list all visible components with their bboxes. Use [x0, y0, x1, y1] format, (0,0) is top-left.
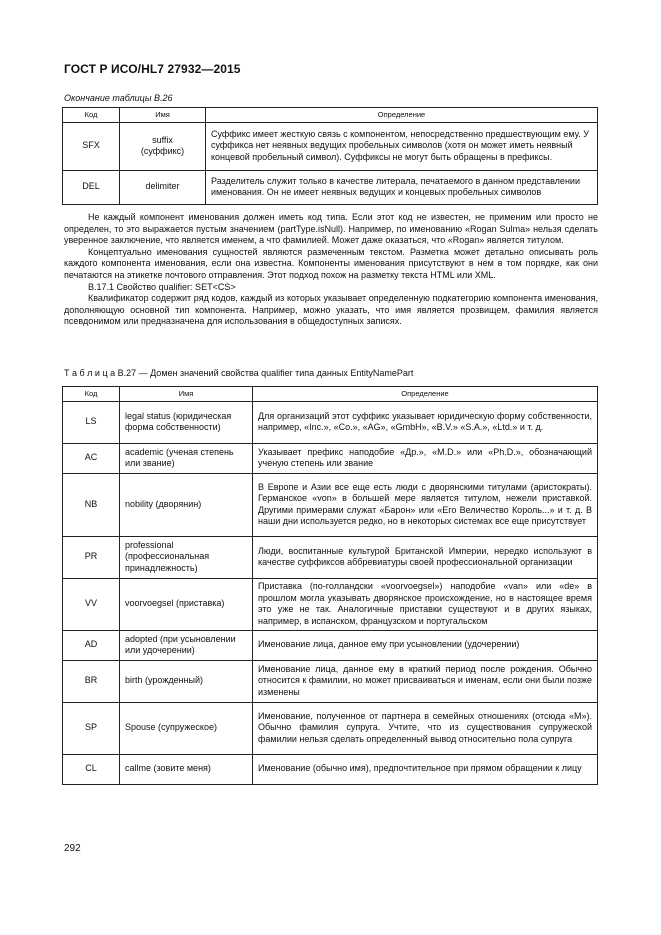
row-definition: Именование (обычно имя), предпочтительное при прямом обращении к лицу: [253, 754, 598, 784]
table-b27: [62, 386, 598, 785]
row-definition: Люди, воспитанные культурой Британской Империи, нередко используют в качестве суффиксов аббревиатуры своей профессиональной организации: [253, 536, 598, 578]
table-row: [63, 754, 598, 784]
row-code: NB: [63, 473, 120, 536]
row-name: academic (ученая степень или звание): [120, 443, 253, 473]
row-name: suffix (суффикс): [120, 122, 206, 170]
body-text: [64, 212, 598, 328]
table-row: [63, 630, 598, 660]
row-definition: Именование лица, данное ему в краткий период после рождения. Обычно относится к фамилии, но может присваиваться и именам, если они были позже изменены: [253, 660, 598, 702]
column-header-definition: Определение: [253, 387, 598, 402]
table-row: [63, 578, 598, 630]
row-code: AC: [63, 443, 120, 473]
table-row: [63, 473, 598, 536]
column-header-definition: Определение: [206, 108, 598, 123]
row-code: CL: [63, 754, 120, 784]
table-row: [63, 702, 598, 754]
row-name: adopted (при усыновлении или удочерении): [120, 630, 253, 660]
row-definition: В Европе и Азии все еще есть люди с дворянскими титулами (аристократы). Германское «von» в большей мере является титулом, нежели приставкой. Другими примерами служат «Барон» или «Его Величество Король...» и т. д. В наши дни используется редко, но в некоторых системах все еще присутствует: [253, 473, 598, 536]
row-code: VV: [63, 578, 120, 630]
column-header-name: Имя: [120, 387, 253, 402]
row-name: nobility (дворянин): [120, 473, 253, 536]
row-definition: Разделитель служит только в качестве литерала, печатаемого в данном представлении именования. Он не имеет неявных ведущих и концевых пробельных символов: [206, 170, 598, 204]
table-row: [63, 660, 598, 702]
row-code: PR: [63, 536, 120, 578]
table-row: [63, 443, 598, 473]
table-header-row: [63, 387, 598, 402]
row-name: Spouse (супружеское): [120, 702, 253, 754]
table-row: [63, 536, 598, 578]
table-b26-caption: Окончание таблицы В.26: [64, 93, 173, 103]
column-header-code: Код: [63, 108, 120, 123]
row-definition: Именование лица, данное ему при усыновлении (удочерении): [253, 630, 598, 660]
row-code: AD: [63, 630, 120, 660]
section-heading: B.17.1 Свойство qualifier: SET<CS>: [88, 281, 236, 292]
row-code: LS: [63, 401, 120, 443]
row-name: callme (зовите меня): [120, 754, 253, 784]
paragraph: Квалификатор содержит ряд кодов, каждый из которых указывает определенную подкатегорию компонента именования, дополняющую основной тип компонента. Например, можно указать, что имя является прозвищем, фамилия является псевдонимом или предназначена для использования в общедоступных записях.: [64, 293, 598, 327]
row-name: voorvoegsel (приставка): [120, 578, 253, 630]
row-code: SFX: [63, 122, 120, 170]
row-definition: Суффикс имеет жесткую связь с компонентом, непосредственно предшествующим ему. У суффикса нет неявных ведущих пробельных символов (хотя он может иметь неявный концевой пробельный символ). Суффиксы не могут быть обращены в префиксы.: [206, 122, 598, 170]
row-definition: Именование, полученное от партнера в семейных отношениях (отсюда «M»). Обычно фамилия супруга. Учтите, что из существования супружеской фамилии нельзя сделать определенный вывод относительно пола супруга: [253, 702, 598, 754]
page-number: 292: [64, 843, 81, 854]
row-name: legal status (юридическая форма собственности): [120, 401, 253, 443]
column-header-name: Имя: [120, 108, 206, 123]
row-name: delimiter: [120, 170, 206, 204]
table-row: [63, 170, 598, 204]
row-name: professional (профессиональная принадлежность): [120, 536, 253, 578]
row-definition: Приставка (по-голландски «voorvoegsel») наподобие «van» или «de» в прошлом могла указывать дворянское происхождение, но в настоящее время это уже не так. Аналогичные приставки существуют и в других языках, например, в испанском, французском и португальском: [253, 578, 598, 630]
row-code: SP: [63, 702, 120, 754]
table-b27-caption: Т а б л и ц а B.27 — Домен значений свойства qualifier типа данных EntityNamePart: [64, 368, 414, 378]
paragraph: Концептуально именования сущностей являются размеченным текстом. Разметка может детально описывать роль каждого компонента именования, если она известна. Компоненты именования присутствуют в нем в том порядке, как они печатаются на этикетке почтового отправления. Этот подход похож на разметку текста HTML или XML.: [64, 246, 598, 280]
column-header-code: Код: [63, 387, 120, 402]
paragraph: Не каждый компонент именования должен иметь код типа. Если этот код не известен, не применим или просто не определен, то это выражается пустым значением (partType.isNull). Например, по именованию «Rogan Sulma» нельзя сделать уверенное заключение, что является именем, а что фамилией. Может даже оказаться, что «Rogan» является титулом.: [64, 212, 598, 246]
table-b26-continued: [62, 107, 598, 205]
row-definition: Для организаций этот суффикс указывает юридическую форму собственности, например, «Inc.», «Co.», «AG», «GmbH», «B.V.» «S.A.», «Ltd.» и т. д.: [253, 401, 598, 443]
table-row: [63, 401, 598, 443]
document-header: ГОСТ Р ИСО/HL7 27932—2015: [64, 62, 241, 76]
table-row: [63, 122, 598, 170]
row-code: BR: [63, 660, 120, 702]
row-definition: Указывает префикс наподобие «Др.», «M.D.» или «Ph.D.», обозначающий ученую степень или звание: [253, 443, 598, 473]
row-code: DEL: [63, 170, 120, 204]
table-header-row: [63, 108, 598, 123]
row-name: birth (урожденный): [120, 660, 253, 702]
